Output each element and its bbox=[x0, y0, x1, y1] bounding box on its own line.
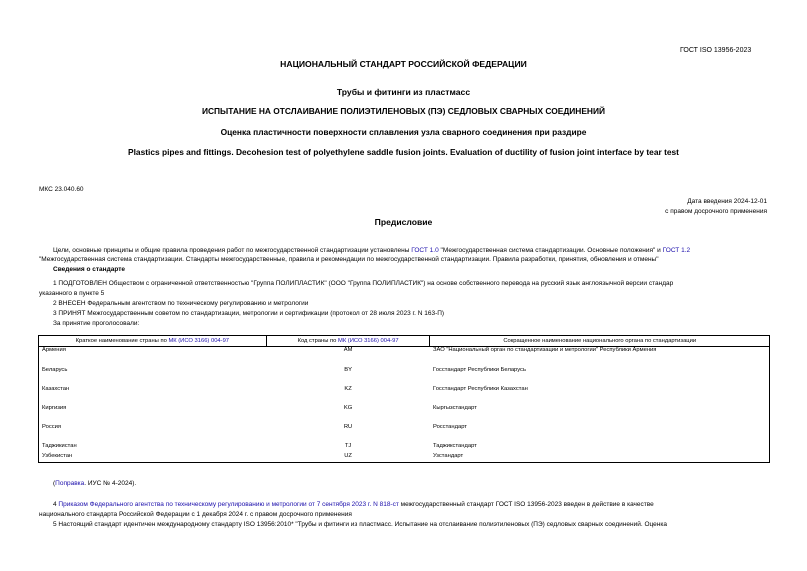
item-1-line-1: 1 ПОДГОТОВЛЕН Обществом с ограниченной ответственностью "Группа ПОЛИПЛАСТИК" (ООО "Группа ПОЛИПЛАСТИК") на основе собственного перевода на русский язык англоязычной версии стандар bbox=[53, 280, 674, 287]
country-cell: Казахстан bbox=[39, 386, 267, 405]
standard-info-heading: Сведения о стандарте bbox=[53, 266, 126, 273]
body-cell: Узстандарт bbox=[430, 453, 770, 463]
country-cell: Узбекистан bbox=[39, 453, 267, 463]
foreword-paragraph-line-1 bbox=[53, 246, 690, 255]
document-main-title: ИСПЫТАНИЕ НА ОТСЛАИВАНИЕ ПОЛИЭТИЛЕНОВЫХ (ПЭ) СЕДЛОВЫХ СВАРНЫХ СОЕДИНЕНИЙ bbox=[201, 106, 606, 116]
english-title: Plastics pipes and fittings. Decohesion test of polyethylene saddle fusion joints. Evaluation of ductility of fusion joint interface by tear test bbox=[128, 147, 679, 157]
column-header-country bbox=[39, 336, 267, 347]
mk-iso-3166-link[interactable]: МК (ИСО 3166) 004-97 bbox=[337, 338, 399, 344]
column-header-text: Код страны по bbox=[297, 338, 338, 344]
item-4-text: межгосударственный стандарт ГОСТ ISO 13956-2023 введен в действие в качестве bbox=[398, 501, 654, 508]
code-cell: RU bbox=[343, 423, 353, 430]
body-cell: Госстандарт Республики Казахстан bbox=[430, 386, 770, 405]
standard-title: НАЦИОНАЛЬНЫЙ СТАНДАРТ РОССИЙСКОЙ ФЕДЕРАЦИИ bbox=[280, 59, 527, 69]
foreword-heading: Предисловие bbox=[374, 217, 433, 227]
item-4-text: 4 bbox=[53, 501, 59, 508]
table-header-row bbox=[39, 336, 770, 347]
early-application-note: с правом досрочного применения bbox=[665, 208, 767, 215]
country-cell: Киргизия bbox=[39, 405, 267, 424]
voting-countries-table bbox=[38, 335, 770, 463]
country-cell: Армения bbox=[39, 347, 267, 367]
table-row bbox=[39, 424, 770, 443]
table-row bbox=[39, 453, 770, 463]
table-row bbox=[39, 347, 770, 367]
code-cell: BY bbox=[344, 366, 352, 373]
code-cell: UZ bbox=[266, 453, 430, 463]
amendment-text: . ИУС № 4-2024). bbox=[84, 480, 137, 487]
order-link[interactable]: Приказом Федерального агентства по техническому регулированию и метрологии от 7 сентября 2023 г. N 818-ст bbox=[58, 501, 399, 508]
table-row bbox=[39, 443, 770, 453]
code-cell: KZ bbox=[344, 385, 352, 392]
mks-code: МКС 23.040.60 bbox=[39, 186, 84, 193]
document-subtitle: Трубы и фитинги из пластмасс bbox=[336, 87, 471, 97]
voted-label: За принятие проголосовали: bbox=[53, 320, 140, 327]
body-cell: Росстандарт bbox=[430, 424, 770, 443]
item-5: 5 Настоящий стандарт идентичен международному стандарту ISO 13956:2010* "Трубы и фитинги из пластмасс. Испытание на отслаивание полиэтиленовых (ПЭ) седловых сварных соединений. Оценка bbox=[53, 521, 667, 528]
amendment-link[interactable]: Поправка bbox=[55, 480, 85, 487]
amendment-text: ( bbox=[53, 480, 56, 487]
table-row bbox=[39, 386, 770, 405]
gost-1-2-link[interactable]: ГОСТ 1.2 bbox=[662, 247, 691, 254]
table-row bbox=[39, 405, 770, 424]
evaluation-title: Оценка пластичности поверхности сплавления узла сварного соединения при раздире bbox=[220, 127, 587, 137]
foreword-text: Цели, основные принципы и общие правила проведения работ по межгосударственной стандартизации установлены bbox=[53, 247, 412, 254]
column-header-code bbox=[266, 336, 430, 347]
column-header-text: Краткое наименование страны по bbox=[75, 338, 169, 344]
item-1-line-2: указанного в пункте 5 bbox=[39, 290, 105, 297]
item-3: 3 ПРИНЯТ Межгосударственным советом по стандартизации, метрологии и сертификации (протокол от 28 июля 2023 г. N 163-П) bbox=[53, 310, 445, 317]
foreword-text: "Межгосударственная система стандартизации. Основные положения" и bbox=[438, 247, 663, 254]
country-cell: Россия bbox=[39, 424, 267, 443]
column-header-body: Сокращенное наименование национального органа по стандартизации bbox=[430, 336, 770, 347]
item-4-line-2: национального стандарта Российской Федерации с 1 декабря 2024 г. с правом досрочного применения bbox=[39, 511, 352, 518]
introduction-date: Дата введения 2024-12-01 bbox=[687, 198, 767, 205]
item-2: 2 ВНЕСЕН Федеральным агентством по техническому регулированию и метрологии bbox=[53, 300, 309, 307]
body-cell: Госстандарт Республики Беларусь bbox=[430, 367, 770, 386]
amendment-note bbox=[53, 479, 136, 488]
country-cell: Беларусь bbox=[39, 367, 267, 386]
code-cell: KG bbox=[343, 404, 353, 411]
country-cell: Таджикистан bbox=[39, 443, 267, 453]
body-cell: Таджикстандарт bbox=[430, 443, 770, 453]
table-row bbox=[39, 367, 770, 386]
body-cell: Кыргызстандарт bbox=[430, 405, 770, 424]
item-4-line-1 bbox=[53, 500, 654, 509]
foreword-paragraph-line-2: "Межгосударственная система стандартизации. Стандарты межгосударственные, правила и рекомендации по межгосударственной стандартизации. Правила разработки, принятия, обновления и отмены" bbox=[39, 256, 659, 263]
body-cell: ЗАО "Национальный орган по стандартизации и метрологии" Республики Армения bbox=[430, 347, 770, 367]
code-cell: AM bbox=[343, 347, 353, 353]
gost-1-0-link[interactable]: ГОСТ 1.0 bbox=[411, 247, 439, 254]
mk-iso-3166-link[interactable]: МК (ИСО 3166) 004-97 bbox=[168, 338, 230, 344]
document-code: ГОСТ ISO 13956-2023 bbox=[680, 47, 752, 54]
code-cell: TJ bbox=[344, 442, 352, 449]
